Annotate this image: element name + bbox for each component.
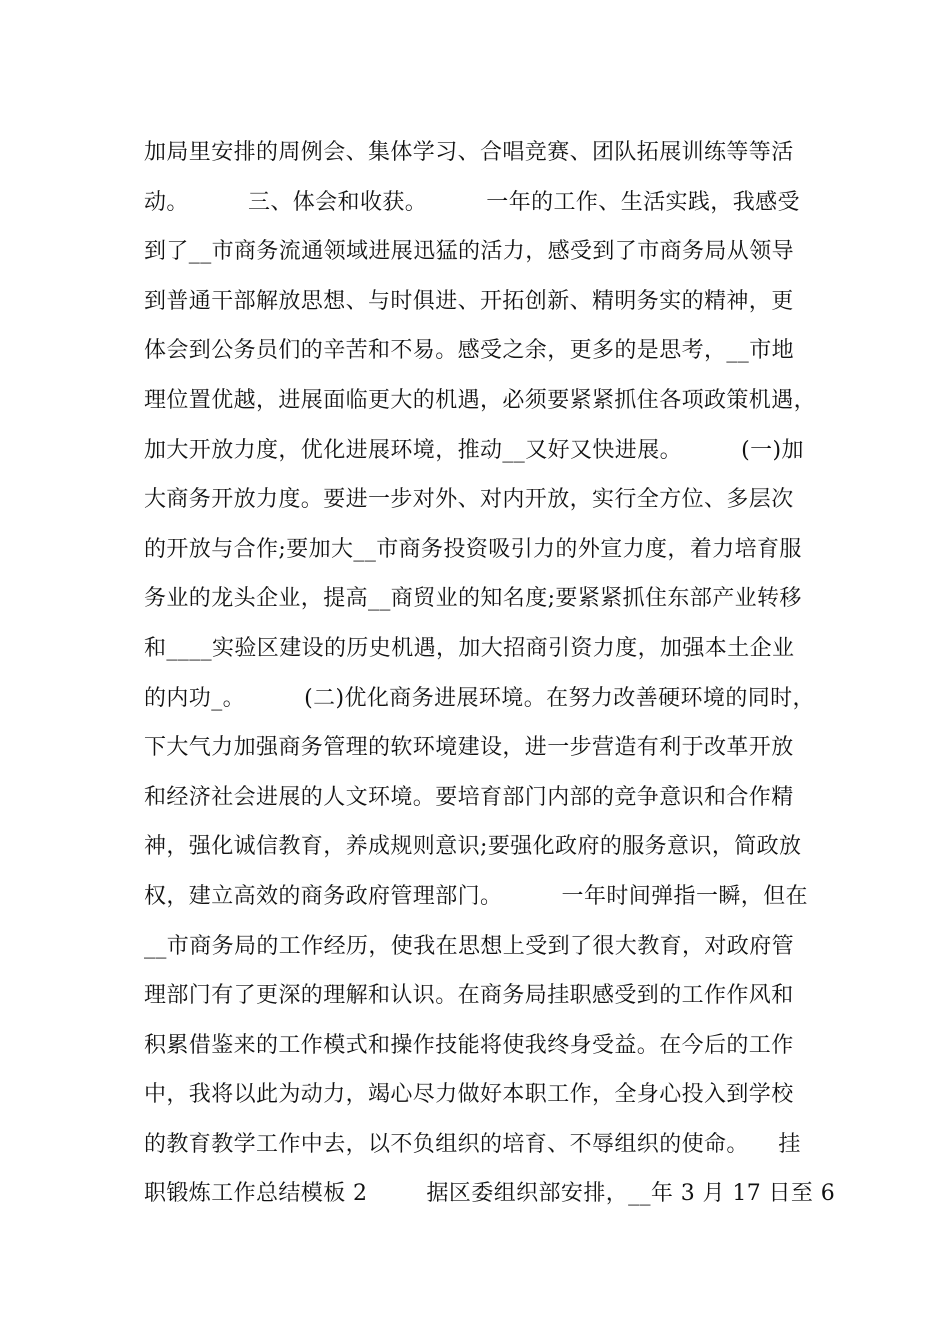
- text-line: 的开放与合作;要加大__市商务投资吸引力的外宣力度，着力培育服: [144, 536, 802, 562]
- text-line: 下大气力加强商务管理的软环境建设，进一步营造有利于改革开放: [144, 735, 794, 761]
- text-line: 动。 三、体会和收获。 一年的工作、生活实践，我感受: [144, 189, 800, 215]
- text-line: 和经济社会进展的人文环境。要培育部门内部的竞争意识和合作精: [144, 784, 794, 810]
- text-line: 中，我将以此为动力，竭心尽力做好本职工作，全身心投入到学校: [144, 1082, 794, 1108]
- text-line: __市商务局的工作经历，使我在思想上受到了很大教育，对政府管: [144, 933, 795, 959]
- text-line: 积累借鉴来的工作模式和操作技能将使我终身受益。在今后的工作: [144, 1032, 794, 1058]
- text-line: 的教育教学工作中去，以不负组织的培育、不辱组织的使命。 挂: [144, 1131, 801, 1157]
- text-line: 神，强化诚信教育，养成规则意识;要强化政府的服务意识，简政放: [144, 834, 802, 860]
- text-line: 务业的龙头企业，提高__商贸业的知名度;要紧紧抓住东部产业转移: [144, 586, 802, 612]
- text-line: 职锻炼工作总结模板 2 据区委组织部安排，__年 3 月 17 日至 6: [144, 1181, 836, 1207]
- text-line: 权，建立高效的商务政府管理部门。 一年时间弹指一瞬，但在: [144, 883, 808, 909]
- text-line: 加大开放力度，优化进展环境，推动__又好又快进展。 (一)加: [144, 437, 804, 463]
- text-line: 理部门有了更深的理解和认识。在商务局挂职感受到的工作作风和: [144, 983, 794, 1009]
- text-line: 到普通干部解放思想、与时俱进、开拓创新、精明务实的精神，更: [144, 288, 794, 314]
- text-line: 体会到公务员们的辛苦和不易。感受之余，更多的是思考，__市地: [144, 338, 795, 364]
- body-text: [144, 128, 834, 1219]
- text-line: 大商务开放力度。要进一步对外、对内开放，实行全方位、多层次: [144, 487, 794, 513]
- text-line: 的内功_。 (二)优化商务进展环境。在努力改善硬环境的同时，: [144, 685, 815, 711]
- text-line: 和____实验区建设的历史机遇，加大招商引资力度，加强本土企业: [144, 635, 795, 661]
- text-line: 到了__市商务流通领域进展迅猛的活力，感受到了市商务局从领导: [144, 239, 795, 265]
- text-line: 加局里安排的周例会、集体学习、合唱竞赛、团队拓展训练等等活: [144, 140, 794, 165]
- text-line: 理位置优越，进展面临更大的机遇，必须要紧紧抓住各项政策机遇，: [144, 387, 817, 413]
